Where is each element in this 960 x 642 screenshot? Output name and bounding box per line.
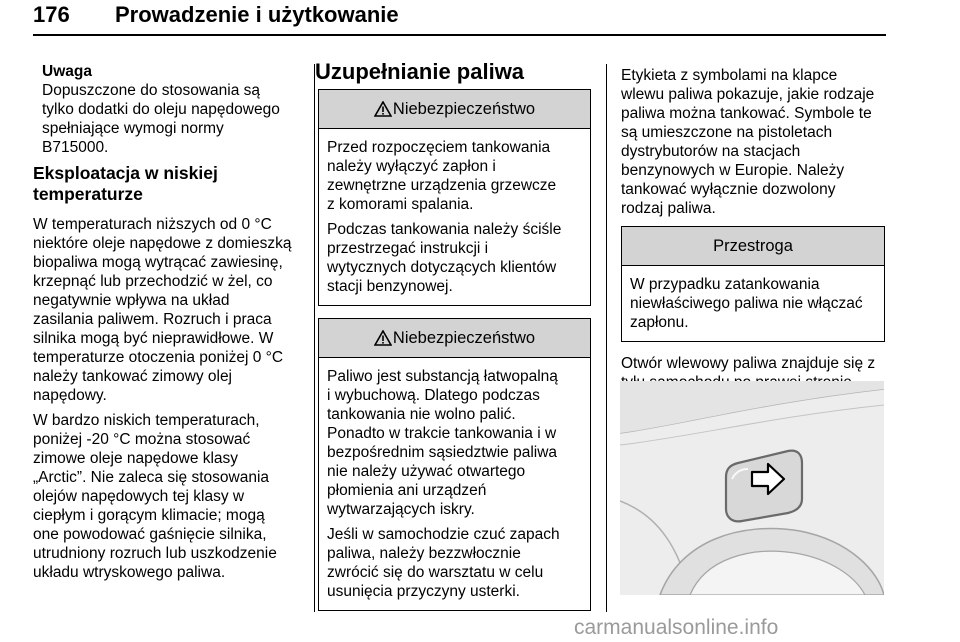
- note-text: [42, 81, 305, 157]
- danger-box-1: [318, 89, 591, 306]
- section-heading-low-temperature: Eksploatacja w niskiej temperaturze: [33, 163, 218, 204]
- column-3: [621, 66, 889, 398]
- caution-box: [621, 226, 885, 342]
- column-2: [315, 60, 591, 623]
- header-rule: [33, 34, 886, 36]
- column-1: [33, 62, 305, 588]
- note-line: Dopuszczone do stosowania są: [42, 82, 260, 99]
- danger-box-body: Paliwo jest substancją łatwopalną i wybuchową. Dlatego podczas tankowania nie wolno palić. Ponadto w trakcie tankowania i w bezpośrednim sąsiedztwie paliwa nie należy używać otwartego płomienia ani urządzeń wytwarzających iskry. Jeśli w samochodzie czuć zapach paliwa, należy bezzwłocznie zwrócić się do warsztatu w celu usunięcia przyczyny usterki.: [327, 368, 560, 600]
- paragraph-filler-location: Otwór wlewowy paliwa znajduje się z: [621, 355, 876, 372]
- warning-triangle-icon: [374, 330, 392, 346]
- caution-box-title: Przestroga: [713, 236, 793, 255]
- note-line: spełniające wymogi normy: [42, 120, 224, 137]
- caution-box-header: [622, 227, 884, 266]
- fuel-filler-flap-illustration: [620, 381, 884, 595]
- section-heading-refuelling: Uzupełnianie paliwa: [315, 59, 525, 84]
- danger-box-title: Niebezpieczeństwo: [392, 328, 536, 347]
- danger-box-title: Niebezpieczeństwo: [392, 99, 536, 118]
- note-block: [33, 62, 305, 157]
- danger-box-header: [319, 319, 590, 358]
- paragraph-low-temp-1: W temperaturach niższych od 0 °C niektóre oleje napędowe z domieszką biopaliwa mogą wytrącać zawiesinę, krzepnąć lub przechodzić w żel, co negatywnie wpływa na układ zasilania paliwem. Rozruch i praca silnika mogą być nieprawidłowe. W temperaturze otoczenia poniżej 0 °C należy tankować zimowy olej napędowy.: [33, 216, 292, 404]
- watermark: carmanualsonline.info: [574, 616, 779, 639]
- car-rear-side-drawing: [620, 381, 884, 595]
- column-divider-2: [606, 64, 607, 612]
- danger-box-body: Przed rozpoczęciem tankowania należy wyłączyć zapłon i zewnętrzne urządzenia grzewcze z komorami spalania. Podczas tankowania należy ściśle przestrzegać instrukcji i wytycznych dotyczących klientów stacji benzynowej.: [327, 139, 562, 295]
- note-line: B715000.: [42, 139, 109, 156]
- page-number: 176: [33, 2, 70, 27]
- paragraph-low-temp-2: W bardzo niskich temperaturach, poniżej -20 °C można stosować zimowe oleje napędowe klasy „Arctic”. Nie zaleca się stosowania olejów napędowych tej klasy w ciepłym i gorącym klimacie; mogą one powodować gaśnięcie silnika, utrudniony rozruch lub uszkodzenie układu wtryskowego paliwa.: [33, 412, 277, 581]
- danger-box-2: [318, 318, 591, 611]
- page-title: Prowadzenie i użytkowanie: [115, 2, 399, 27]
- caution-box-body: W przypadku zatankowania niewłaściwego paliwa nie włączać zapłonu.: [630, 276, 863, 331]
- danger-box-header: [319, 90, 590, 129]
- note-line: tylko dodatki do oleju napędowego: [42, 101, 280, 118]
- paragraph-fuel-label: Etykieta z symbolami na klapce wlewu paliwa pokazuje, jakie rodzaje paliwa można tankować. Symbole te są umieszczone na pistoletach dystrybutorów na stacjach benzynowych w Europie. Należy tankować wyłącznie dozwolony rodzaj paliwa.: [621, 67, 875, 217]
- note-heading: Uwaga: [42, 63, 92, 80]
- warning-triangle-icon: [374, 101, 392, 117]
